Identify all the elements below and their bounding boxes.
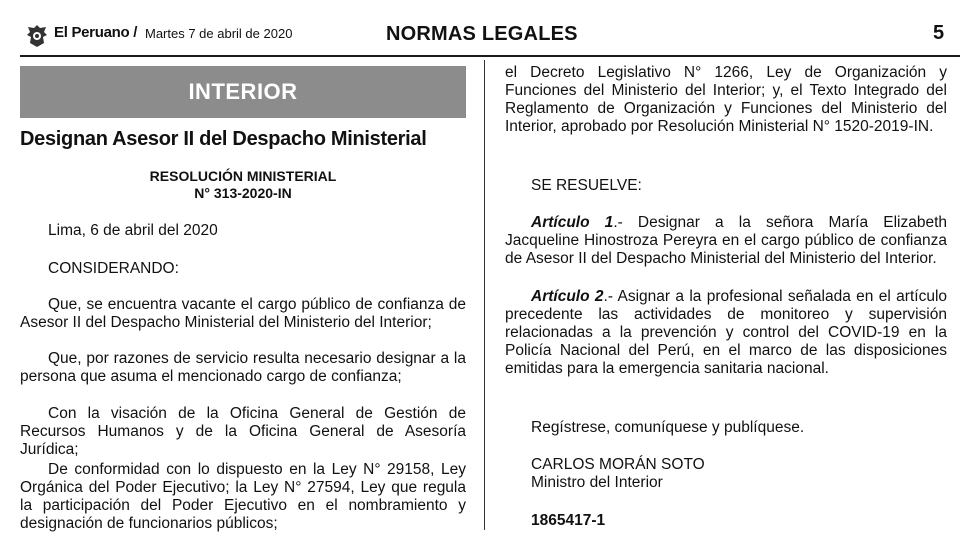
resolution-type: RESOLUCIÓN MINISTERIAL bbox=[149, 168, 337, 184]
column-divider bbox=[484, 60, 485, 530]
signer-title: Ministro del Interior bbox=[531, 474, 663, 491]
section-title: NORMAS LEGALES bbox=[386, 23, 578, 45]
page-header bbox=[0, 0, 980, 58]
article-1-text: .- Designar a la señora María Elizabeth Jacqueline Hinostroza Pereyra en el cargo público de confianza de Asesor II del Despacho Ministerial del Ministerio del Interior. bbox=[505, 214, 947, 267]
se-resuelve-heading: SE RESUELVE: bbox=[531, 177, 642, 194]
paragraph-4: De conformidad con lo dispuesto en la Ley N° 29158, Ley Orgánica del Poder Ejecutivo; la Ley N° 27594, Ley que regula la participación del Poder Ejecutivo en el nombramiento y designación de funcionarios públicos; bbox=[20, 461, 466, 532]
closing-formula: Regístrese, comuníquese y publíquese. bbox=[531, 419, 805, 436]
article-1-label: Artículo 1 bbox=[531, 214, 614, 231]
issue-date: Martes 7 de abril de 2020 bbox=[145, 26, 293, 41]
article-2-text: .- Asignar a la profesional señalada en el artículo precedente las actividades de monitoreo y supervisión relacionadas a la prevención y control del COVID-19 en la Policía Nacional del Perú, en el marco de las disposiciones emitidas para la emergencia sanitaria nacional. bbox=[505, 288, 948, 377]
paragraph-1: Que, se encuentra vacante el cargo público de confianza de Asesor II del Despacho Ministerial del Ministerio del Interior; bbox=[20, 296, 466, 331]
publication-code: 1865417-1 bbox=[531, 512, 606, 529]
coat-of-arms-icon bbox=[26, 24, 48, 48]
header-rule bbox=[20, 55, 960, 57]
article-2-label: Artículo 2 bbox=[531, 288, 604, 305]
signer-name: CARLOS MORÁN SOTO bbox=[531, 456, 705, 473]
resolution-number: N° 313-2020-IN bbox=[194, 185, 292, 201]
paragraph-3: Con la visación de la Oficina General de Gestión de Recursos Humanos y de la Oficina General de Asesoría Jurídica; bbox=[20, 405, 466, 458]
ministry-banner: INTERIOR bbox=[20, 66, 466, 118]
newspaper-name: El Peruano / bbox=[54, 24, 138, 41]
paragraph-continued: el Decreto Legislativo N° 1266, Ley de Organización y Funciones del Ministerio del Interior; y, el Texto Integrado del Reglamento de Organización y Funciones del Ministerio del Interior, aprobado por Resolución Ministerial N° 1520-2019-IN. bbox=[505, 64, 947, 135]
resolution-heading bbox=[20, 168, 466, 202]
page-number: 5 bbox=[933, 22, 945, 44]
article-title: Designan Asesor II del Despacho Ministerial bbox=[20, 128, 427, 150]
place-date: Lima, 6 de abril del 2020 bbox=[48, 222, 218, 239]
article-1 bbox=[505, 214, 947, 268]
considerando-heading: CONSIDERANDO: bbox=[48, 260, 179, 277]
paragraph-2: Que, por razones de servicio resulta necesario designar a la persona que asuma el mencionado cargo de confianza; bbox=[20, 350, 466, 385]
article-2 bbox=[505, 288, 947, 378]
